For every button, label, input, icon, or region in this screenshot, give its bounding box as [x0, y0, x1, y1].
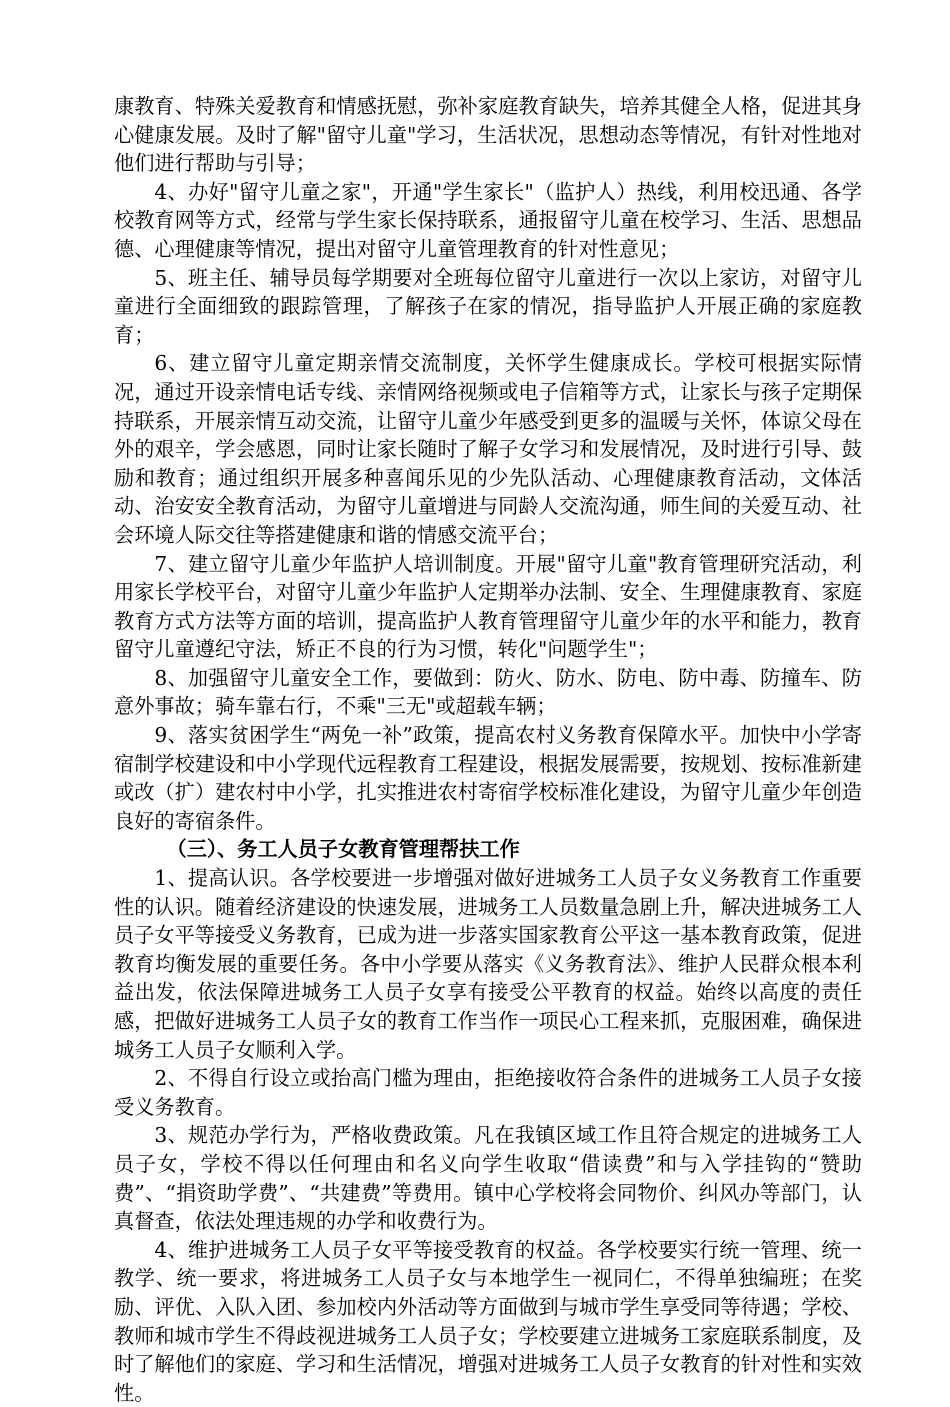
paragraph-item-6: 6、建立留守儿童定期亲情交流制度，关怀学生健康成长。学校可根据实际情况，通过开设亲情电话专线、亲情网络视频或电子信箱等方式，让家长与孩子定期保持联系，开展亲情互动交流，让留守儿童少年感受到更多的温暖与关怀，体谅父母在外的艰辛，学会感恩，同时让家长随时了解子女学习和发展情况，及时进行引导、鼓励和教育；通过组织开展多种喜闻乐见的少先队活动、心理健康教育活动，文体活动、治安安全教育活动，为留守儿童增进与同龄人交流沟通，师生间的关爱互动、社会环境人际交往等搭建健康和谐的情感交流平台； [114, 351, 862, 547]
paragraph-item-2: 2、不得自行设立或抬高门槛为理由，拒绝接收符合条件的进城务工人员子女接受义务教育。 [114, 1066, 862, 1119]
paragraph-item-4b: 4、维护进城务工人员子女平等接受教育的权益。各学校要实行统一管理、统一教学、统一要求，将进城务工人员子女与本地学生一视同仁，不得单独编班；在奖励、评优、入队入团、参加校内外活动等方面做到与城市学生享受同等待遇；学校、教师和城市学生不得歧视进城务工人员子女；学校要建立进城务工家庭联系制度，及时了解他们的家庭、学习和生活情况，增强对进城务工人员子女教育的针对性和实效性。 [114, 1237, 862, 1405]
paragraph-item-5: 5、班主任、辅导员每学期要对全班每位留守儿童进行一次以上家访，对留守儿童进行全面细致的跟踪管理，了解孩子在家的情况，指导监护人开展正确的家庭教育； [114, 265, 862, 347]
document-page [114, 92, 862, 1407]
paragraph-item-1: 1、提高认识。各学校要进一步增强对做好进城务工人员子女义务教育工作重要性的认识。随着经济建设的快速发展，进城务工人员数量急剧上升，解决进城务工人员子女平等接受义务教育，已成为进一步落实国家教育公平这一基本教育政策，促进教育均衡发展的重要任务。各中小学要从落实《义务教育法》、维护人民群众根本利益出发，依法保障进城务工人员子女享有接受公平教育的权益。始终以高度的责任感，把做好进城务工人员子女的教育工作当作一项民心工程来抓，克服困难，确保进城务工人员子女顺利入学。 [114, 866, 862, 1062]
paragraph-item-4: 4、办好"留守儿童之家"，开通"学生家长"（监护人）热线，利用校迅通、各学校教育网等方式，经常与学生家长保持联系，通报留守儿童在校学习、生活、思想品德、心理健康等情况，提出对留守儿童管理教育的针对性意见； [114, 179, 862, 261]
section-heading: （三）、务工人员子女教育管理帮扶工作 [166, 837, 520, 862]
paragraph-item-8: 8、加强留守儿童安全工作，要做到：防火、防水、防电、防中毒、防撞车、防意外事故；骑车靠右行，不乘"三无"或超载车辆； [114, 665, 862, 719]
paragraph-item-7: 7、建立留守儿童少年监护人培训制度。开展"留守儿童"教育管理研究活动，利用家长学校平台，对留守儿童少年监护人定期举办法制、安全、生理健康教育、家庭教育方式方法等方面的培训，提高监护人教育管理留守儿童少年的水平和能力，教育留守儿童遵纪守法，矫正不良的行为习惯，转化"问题学生"； [114, 551, 862, 662]
paragraph-item-3: 3、规范办学行为，严格收费政策。凡在我镇区域工作且符合规定的进城务工人员子女，学校不得以任何理由和名义向学生收取“借读费”和与入学挂钩的“赞助费”、“捐资助学费”、“共建费”等费用。镇中心学校将会同物价、纠风办等部门，认真督查，依法处理违规的办学和收费行为。 [114, 1123, 862, 1234]
continuation-paragraph: 康教育、特殊关爱教育和情感抚慰，弥补家庭教育缺失，培养其健全人格，促进其身心健康发展。及时了解"留守儿童"学习，生活状况，思想动态等情况，有针对性地对他们进行帮助与引导； [114, 94, 862, 176]
paragraph-item-9: 9、落实贫困学生“两免一补”政策，提高农村义务教育保障水平。加快中小学寄宿制学校建设和中小学现代远程教育工程建设，根据发展需要，按规划、按标准新建或改（扩）建农村中小学，扎实推进农村寄宿学校标准化建设，为留守儿童少年创造良好的寄宿条件。 [114, 723, 862, 833]
